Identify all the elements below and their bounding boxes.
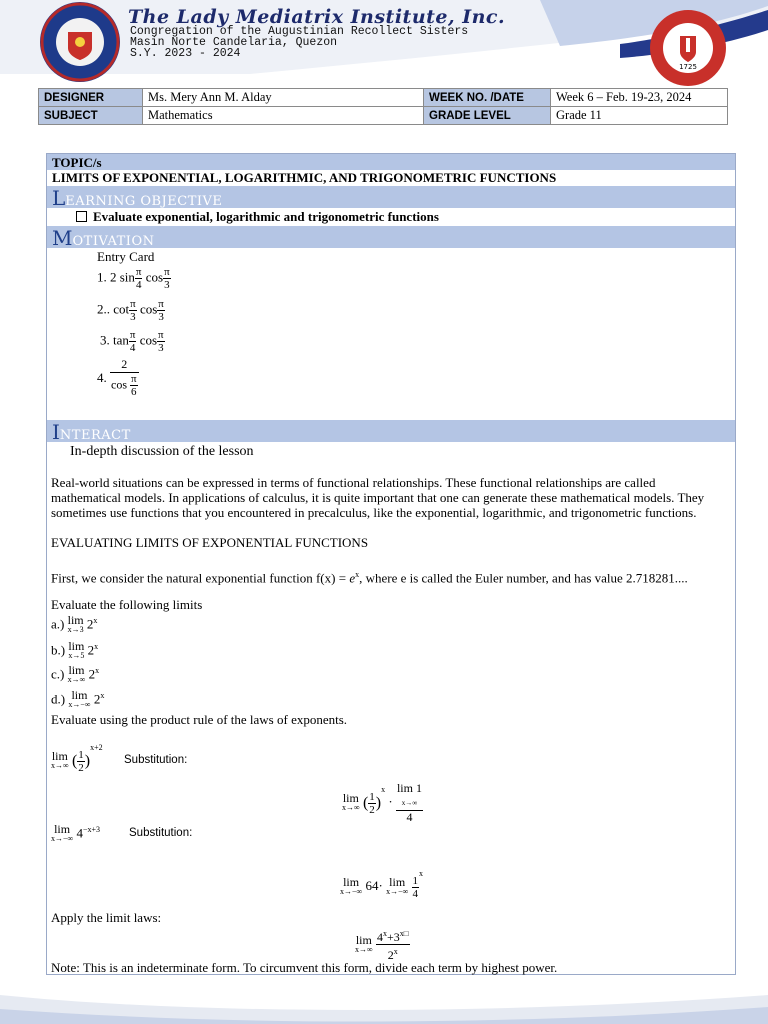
learning-cap: L [52, 186, 66, 210]
motivation-item-4 [97, 357, 139, 398]
lim-sub: x→−∞ [51, 834, 74, 844]
exp: x [94, 642, 99, 651]
item-num: 1. [97, 269, 107, 285]
fn-cot: cot [113, 301, 130, 317]
interact-subtitle: In-depth discussion of the lesson [70, 444, 254, 459]
lim-word: lim [389, 875, 406, 890]
expression-64 [340, 866, 423, 900]
frac-num: π [131, 373, 137, 385]
expression-half: lim x→∞ ( $\frac{1}{2}$ )$^{x+2}$ [51, 743, 103, 774]
frac-den: 3 [164, 279, 170, 291]
frac-den: 3 [158, 311, 164, 323]
school-seal-right [648, 8, 728, 88]
frac-num: π [129, 329, 136, 341]
frac-num: π [135, 266, 142, 278]
lim-sub: x→5 [68, 651, 85, 661]
topic-title: LIMITS OF EXPONENTIAL, LOGARITHMIC, AND TRIGONOMETRIC FUNCTIONS [52, 170, 557, 185]
limit-a [51, 613, 97, 635]
num-four: 4 [376, 930, 383, 944]
fn-cos: cos [139, 332, 158, 348]
frac-num: π [164, 266, 170, 278]
grade-label: GRADE LEVEL [424, 107, 551, 125]
dot: · [388, 794, 393, 809]
lim-sub: x→−∞ [340, 887, 363, 897]
frac-den: 2 [369, 803, 375, 816]
lim-word: lim [54, 822, 71, 837]
first-b: , where e is called the Euler number, and has value 2.718281.... [359, 570, 688, 586]
lim-word: lim [71, 688, 88, 703]
exp: x [93, 616, 98, 625]
frac-den: 6 [131, 386, 137, 398]
interact-heading: EVALUATING LIMITS OF EXPONENTIAL FUNCTIONS [51, 535, 369, 550]
lim-sub: x→−∞ [68, 700, 91, 710]
interact-header [47, 420, 735, 442]
expression-four [51, 822, 100, 844]
sixty-four: 64 [365, 878, 379, 893]
lim-sub: x→∞ [51, 761, 69, 771]
frac-num: π [158, 298, 164, 310]
motivation-cap: M [52, 226, 73, 250]
substitution-label-1: Substitution: [124, 754, 188, 766]
exp: x□ [399, 929, 409, 938]
limit-label: a.) [51, 616, 65, 632]
first-a: First, we consider the natural exponential function f(x) = [51, 570, 350, 586]
frac-num: 1 [78, 748, 84, 761]
limit-label: b.) [51, 642, 66, 658]
congregation-seal-icon [648, 8, 728, 88]
exp: x [95, 666, 100, 675]
den-two: 2 [387, 948, 394, 962]
interact-rest: NTERACT [59, 428, 131, 443]
lim-word: lim [51, 749, 68, 764]
exp: x [393, 947, 398, 956]
designer-value: Ms. Mery Ann M. Alday [143, 89, 424, 107]
exp: x [100, 691, 105, 700]
motivation-rest: OTIVATION [72, 234, 155, 249]
frac-num: 1 [412, 874, 419, 887]
motivation-header [47, 226, 735, 248]
exp: x [419, 869, 424, 878]
entry-card: Entry Card [97, 249, 155, 264]
exp: x+2 [90, 743, 103, 752]
base: 2 [87, 642, 95, 658]
motivation-item-3 [100, 329, 165, 354]
first-paragraph [51, 567, 727, 585]
limit-d [51, 688, 104, 710]
lim-sub: x→∞ [67, 675, 86, 685]
substitution-label-2: Substitution: [129, 827, 193, 839]
lim-word: lim [396, 781, 413, 796]
fn-sin: 2 sin [110, 269, 135, 285]
first-x: x [355, 570, 360, 579]
item-num: 2.. [97, 301, 110, 317]
interact-paragraph: Real-world situations can be expressed in terms of functional relationships. These functional relationships are called mathematical models. In applications of calculus, it is quite important that one can generate these mathematical models. They sometimes use functions that you encountered in precalculus, like the exponential, logarithmic, and trigonometric functions. [51, 475, 705, 520]
item-num: 4. [97, 370, 107, 385]
frac-num: 2 [110, 357, 139, 373]
subject-value: Mathematics [143, 107, 424, 125]
lim-sub: x→3 [67, 625, 84, 635]
header-line-3: S.Y. 2023 - 2024 [130, 47, 241, 60]
week-value: Week 6 – Feb. 19-23, 2024 [551, 89, 728, 107]
interact-cap: I [52, 420, 60, 444]
note-text: Note: This is an indeterminate form. To circumvent this form, divide each term by highest power. [51, 960, 558, 975]
frac-den: 4 [129, 342, 136, 354]
designer-label: DESIGNER [39, 89, 143, 107]
topic-band [47, 154, 735, 170]
fn-cos: cos [111, 377, 127, 392]
lim-word: lim [342, 791, 359, 806]
expression-apply [355, 927, 410, 962]
frac-den: 4 [135, 279, 142, 291]
fn-cos: cos [145, 269, 164, 285]
fn-cos: cos [139, 301, 158, 317]
lim-word: lim [343, 875, 360, 890]
lim-sub: x→−∞ [386, 887, 409, 897]
seal-emblem-icon [40, 2, 120, 82]
frac-den: 4 [412, 887, 419, 900]
lim-sub: x→∞ [342, 803, 360, 813]
exp: x [382, 929, 387, 938]
exp: −x+3 [82, 825, 100, 834]
expression-half-sub: lim x→∞ ( $\frac{1}{2}$ )$^x$ · lim 1 x→∞ 4 [342, 781, 422, 825]
frac-den: 3 [130, 311, 136, 323]
lim-sub: x→∞ [355, 944, 373, 954]
learning-item-text: Evaluate exponential, logarithmic and trigonometric functions [93, 209, 439, 224]
base: 2 [86, 616, 94, 632]
school-seal-left [40, 2, 120, 82]
apply-text: Apply the limit laws: [51, 910, 162, 925]
header-line-2: Masin Norte Candelaria, Quezon [130, 36, 338, 49]
dot: · [378, 878, 383, 893]
header-line-1: Congregation of the Augustinian Recollect Sisters [130, 25, 469, 38]
limit-label: d.) [51, 691, 66, 707]
frac-num: π [158, 329, 164, 341]
institute-name: The Lady Mediatrix Institute, Inc. [128, 6, 506, 28]
product-rule-text: Evaluate using the product rule of the laws of exponents. [51, 712, 348, 727]
evaluate-text: Evaluate the following limits [51, 597, 203, 612]
limit-label: c.) [51, 666, 65, 682]
motivation-item-2 [97, 298, 165, 323]
lim-word: lim [67, 613, 84, 628]
grade-value: Grade 11 [551, 107, 728, 125]
plus-three: +3 [386, 930, 400, 944]
checkbox-icon [76, 211, 87, 222]
first-e: e [349, 570, 356, 586]
motivation-item-1 [97, 266, 171, 291]
lim-sub: x→∞ [401, 799, 418, 808]
base: 2 [93, 691, 101, 707]
subject-label: SUBJECT [39, 107, 143, 125]
learning-item [76, 209, 439, 224]
base: 2 [88, 666, 96, 682]
lim-word: lim [355, 932, 372, 947]
frac-num: 1 [369, 790, 375, 803]
lim-one: 1 [415, 781, 422, 796]
exp: x [381, 785, 386, 794]
week-label: WEEK NO. /DATE [424, 89, 551, 107]
learning-rest: EARNING OBJECTIVE [65, 194, 223, 209]
frac-den: 4 [406, 810, 413, 825]
fn-tan: tan [113, 332, 129, 348]
info-table [38, 88, 728, 125]
lim-word: lim [68, 663, 85, 678]
item-num: 3. [100, 332, 110, 348]
limit-b [51, 639, 98, 661]
learning-objective-header [47, 186, 735, 208]
topic-label: TOPIC/s [52, 155, 102, 170]
limit-c [51, 663, 99, 685]
seal-year: 1725 [679, 63, 697, 71]
base: 4 [76, 825, 83, 841]
frac-den: 3 [158, 342, 164, 354]
frac-den: 2 [78, 761, 84, 774]
footer-swoosh [0, 975, 768, 1024]
frac-num: π [130, 298, 136, 310]
lim-word: lim [68, 639, 85, 654]
